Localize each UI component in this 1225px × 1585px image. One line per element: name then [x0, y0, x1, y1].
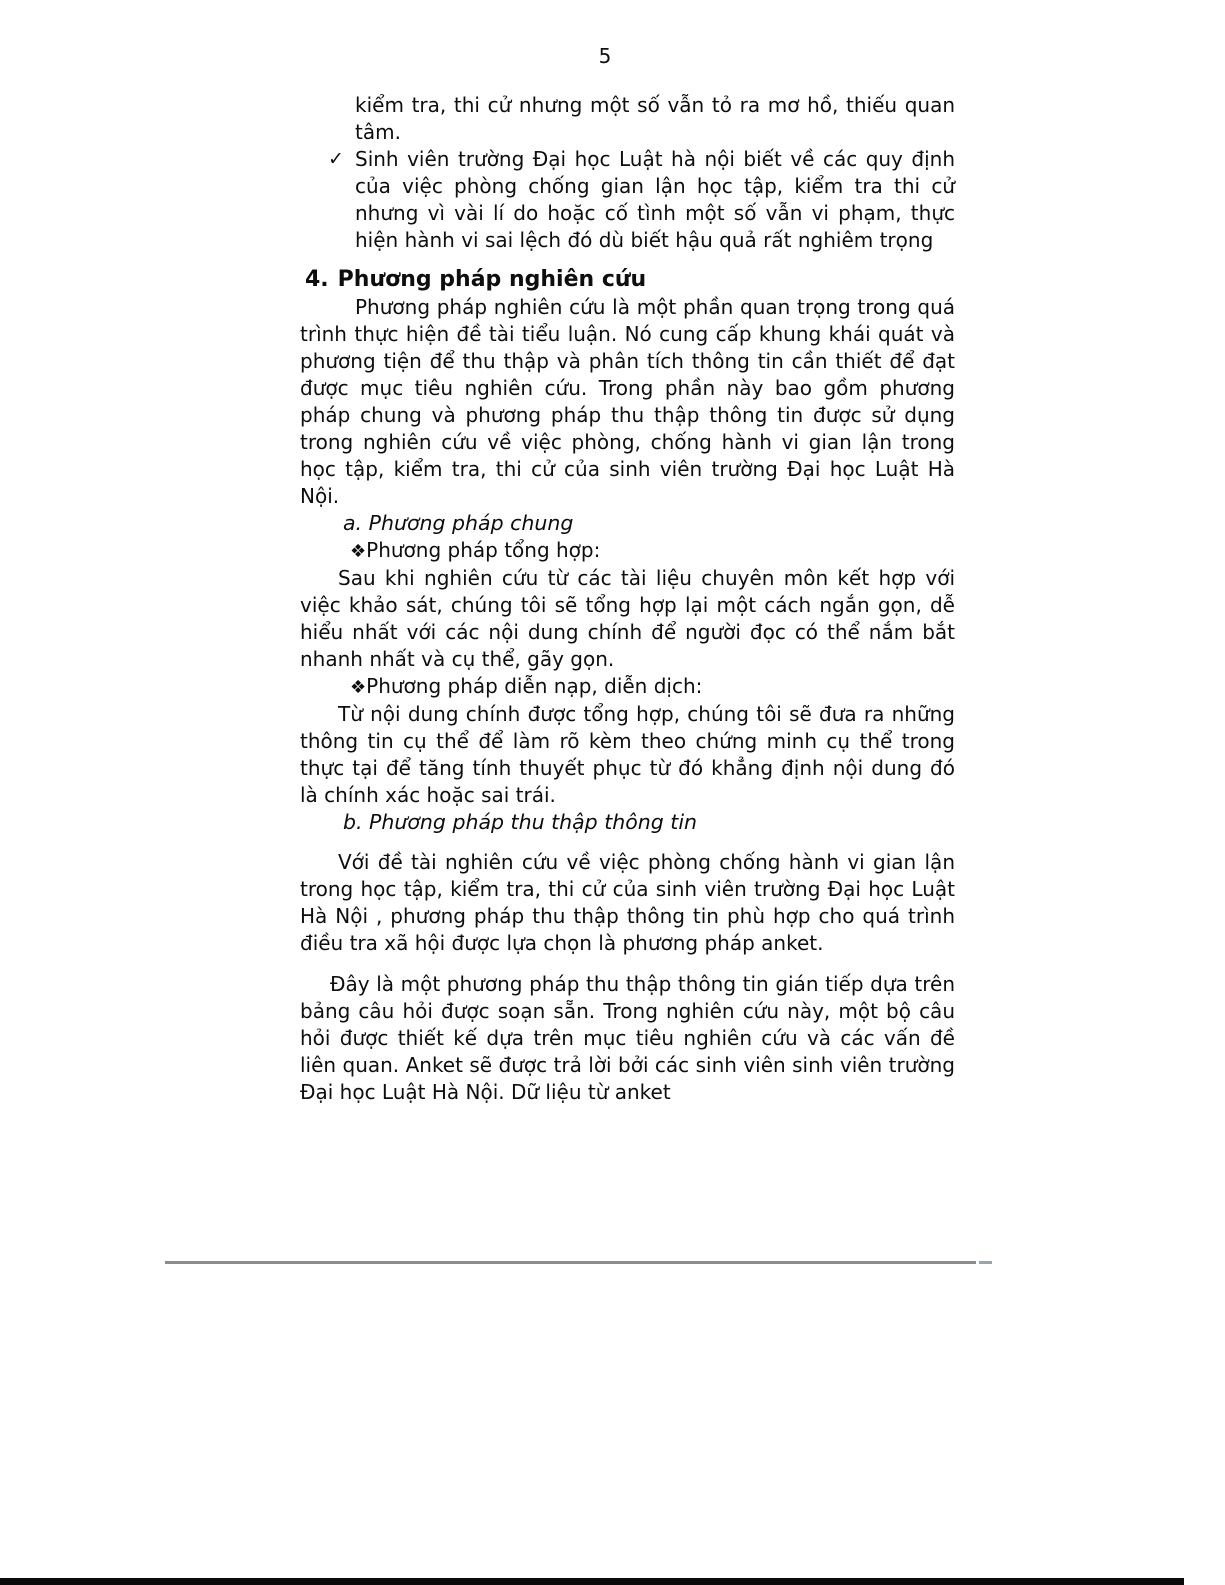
section-intro-paragraph: Phương pháp nghiên cứu là một phần quan trọng trong quá trình thực hiện đề tài tiểu luận. Nó cung cấp khung khái quát và phương tiện để thu thập và phân tích thông tin cần thiết để đạt được mục tiêu nghiên cứu. Trong phần này bao gồm phương pháp chung và phương pháp thu thập thông tin được sử dụng trong nghiên cứu về việc phòng, chống hành vi gian lận trong học tập, kiểm tra, thi cử của sinh viên trường Đại học Luật Hà Nội.	[300, 295, 955, 508]
check-list-item	[300, 146, 955, 254]
method-synthesis-paragraph: Sau khi nghiên cứu từ các tài liệu chuyên môn kết hợp với việc khảo sát, chúng tôi sẽ tổng hợp lại một cách ngắn gọn, dễ hiểu nhất với các nội dung chính để người đọc có thể nắm bắt nhanh nhất và cụ thể, gãy gọn.	[300, 566, 955, 671]
subsection-a-label: a. Phương pháp chung	[343, 511, 574, 535]
diamond-bullet-1-title: Phương pháp tổng hợp:	[366, 538, 601, 562]
diamond-bullet-line-2	[350, 673, 955, 701]
footer-separator-line	[165, 1261, 976, 1264]
diamond-bullet-icon: ❖	[350, 677, 367, 698]
method-deduction-paragraph: Từ nội dung chính được tổng hợp, chúng tôi sẽ đưa ra những thông tin cụ thể để làm rõ kèm theo chứng minh cụ thể trong thực tại để tăng tính thuyết phục từ đó khẳng định nội dung đó là chính xác hoặc sai trái.	[300, 702, 955, 807]
document-body	[300, 92, 955, 1106]
page-number: 5	[598, 44, 612, 68]
section-title: Phương pháp nghiên cứu	[337, 267, 647, 292]
paragraph-continuation: kiểm tra, thi cử nhưng một số vẫn tỏ ra mơ hồ, thiếu quan tâm.	[355, 93, 955, 144]
diamond-bullet-2-title: Phương pháp diễn nạp, diễn dịch:	[366, 674, 703, 698]
data-collection-paragraph-1: Với đề tài nghiên cứu về việc phòng chống hành vi gian lận trong học tập, kiểm tra, thi cử của sinh viên trường Đại học Luật Hà Nội , phương pháp thu thập thông tin phù hợp cho quá trình điều tra xã hội được lựa chọn là phương pháp anket.	[300, 850, 955, 955]
check-bullet-icon: ✓	[328, 148, 344, 170]
subsection-b-label: b. Phương pháp thu thập thông tin	[343, 810, 698, 834]
section-number: 4.	[305, 267, 329, 292]
check-list-item-text: Sinh viên trường Đại học Luật hà nội biết về các quy định của việc phòng chống gian lận học tập, kiểm tra thi cử nhưng vì vài lí do hoặc cố tình một số vẫn vi phạm, thực hiện hành vi sai lệch đó dù biết hậu quả rất nghiêm trọng	[355, 147, 955, 252]
section-heading	[305, 265, 955, 294]
diamond-bullet-line-1	[350, 537, 955, 565]
bottom-black-bar	[0, 1578, 1184, 1585]
diamond-bullet-icon: ❖	[350, 541, 367, 562]
footer-separator-dash	[979, 1261, 992, 1264]
data-collection-paragraph-2: Đây là một phương pháp thu thập thông tin gián tiếp dựa trên bảng câu hỏi được soạn sẵn. Trong nghiên cứu này, một bộ câu hỏi được thiết kế dựa trên mục tiêu nghiên cứu và các vấn đề liên quan. Anket sẽ được trả lời bởi các sinh viên sinh viên trường Đại học Luật Hà Nội. Dữ liệu từ anket	[300, 972, 955, 1104]
